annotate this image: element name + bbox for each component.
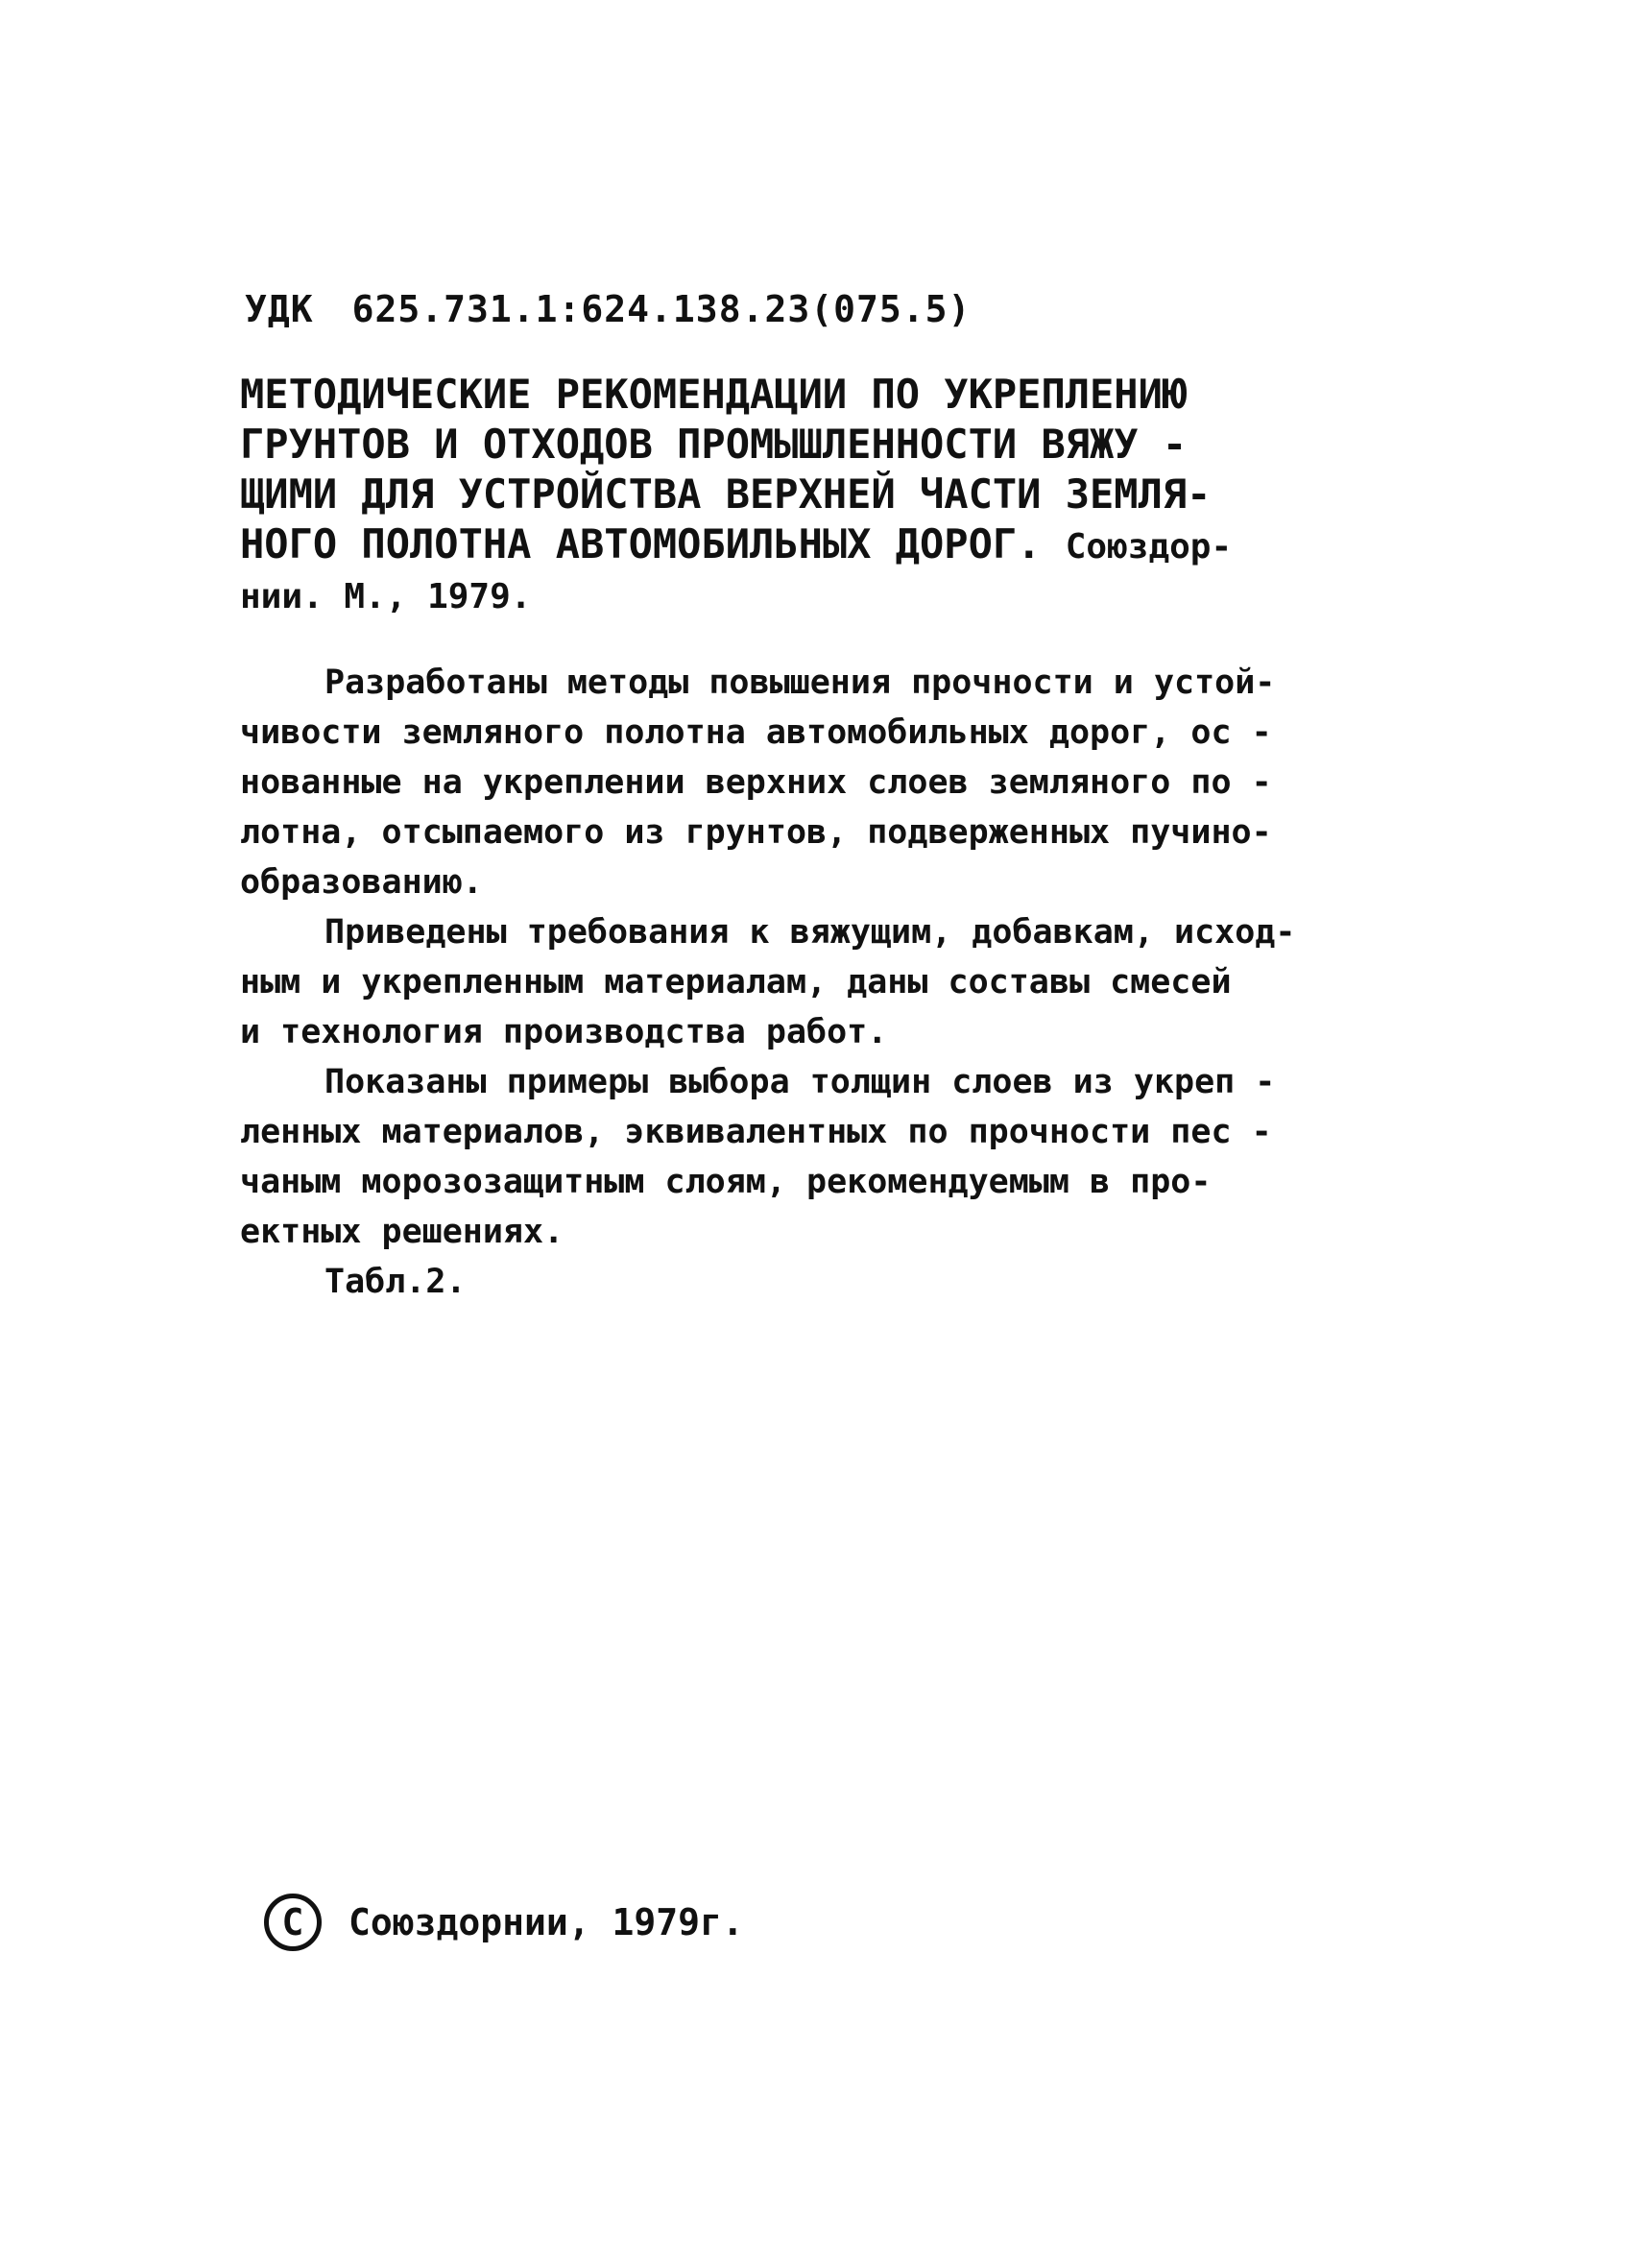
publisher-part: Союздор- xyxy=(1065,527,1233,567)
abstract xyxy=(240,658,1440,1307)
document-title xyxy=(240,370,1440,622)
abstract-line: чивости земляного полотна автомобильных дорог, ос - xyxy=(240,713,1272,752)
udk-code: 625.731.1:624.138.23(075.5) xyxy=(351,288,972,330)
abstract-line: образованию. xyxy=(240,863,483,902)
abstract-line: чаным морозозащитным слоям, рекомендуемым в про- xyxy=(240,1163,1212,1201)
title-line: МЕТОДИЧЕСКИЕ РЕКОМЕНДАЦИИ ПО УКРЕПЛЕНИЮ xyxy=(240,371,1188,418)
copyright-text: Союздорнии, 1979г. xyxy=(348,1901,744,1943)
copyright-icon: C xyxy=(264,1894,322,1951)
abstract-line: лотна, отсыпаемого из грунтов, подверженных пучино- xyxy=(240,813,1272,852)
title-line-with-publisher xyxy=(240,519,1440,572)
tables-count: Табл.2. xyxy=(324,1263,467,1301)
title-line: ГРУНТОВ И ОТХОДОВ ПРОМЫШЛЕННОСТИ ВЯЖУ - xyxy=(240,421,1188,468)
title-line: ЩИМИ ДЛЯ УСТРОЙСТВА ВЕРХНЕЙ ЧАСТИ ЗЕМЛЯ- xyxy=(240,470,1212,518)
udk-label: УДК xyxy=(245,288,314,330)
abstract-line: ным и укрепленным материалам, даны составы смесей xyxy=(240,963,1232,1001)
abstract-line: и технология производства работ. xyxy=(240,1013,888,1051)
abstract-line: Разработаны методы повышения прочности и устой- xyxy=(324,664,1276,702)
abstract-line: ектных решениях. xyxy=(240,1213,564,1251)
abstract-line: ленных материалов, эквивалентных по прочности пес - xyxy=(240,1113,1272,1151)
title-line: НОГО ПОЛОТНА АВТОМОБИЛЬНЫХ ДОРОГ. xyxy=(240,520,1042,567)
copyright-line xyxy=(264,1894,744,1951)
publisher-and-year: нии. М., 1979. xyxy=(240,577,532,616)
udk-line xyxy=(245,288,971,330)
abstract-line: нованные на укреплении верхних слоев земляного по - xyxy=(240,763,1272,802)
abstract-line: Приведены требования к вяжущим, добавкам, исход- xyxy=(324,913,1296,952)
abstract-line: Показаны примеры выбора толщин слоев из укреп - xyxy=(324,1063,1276,1101)
